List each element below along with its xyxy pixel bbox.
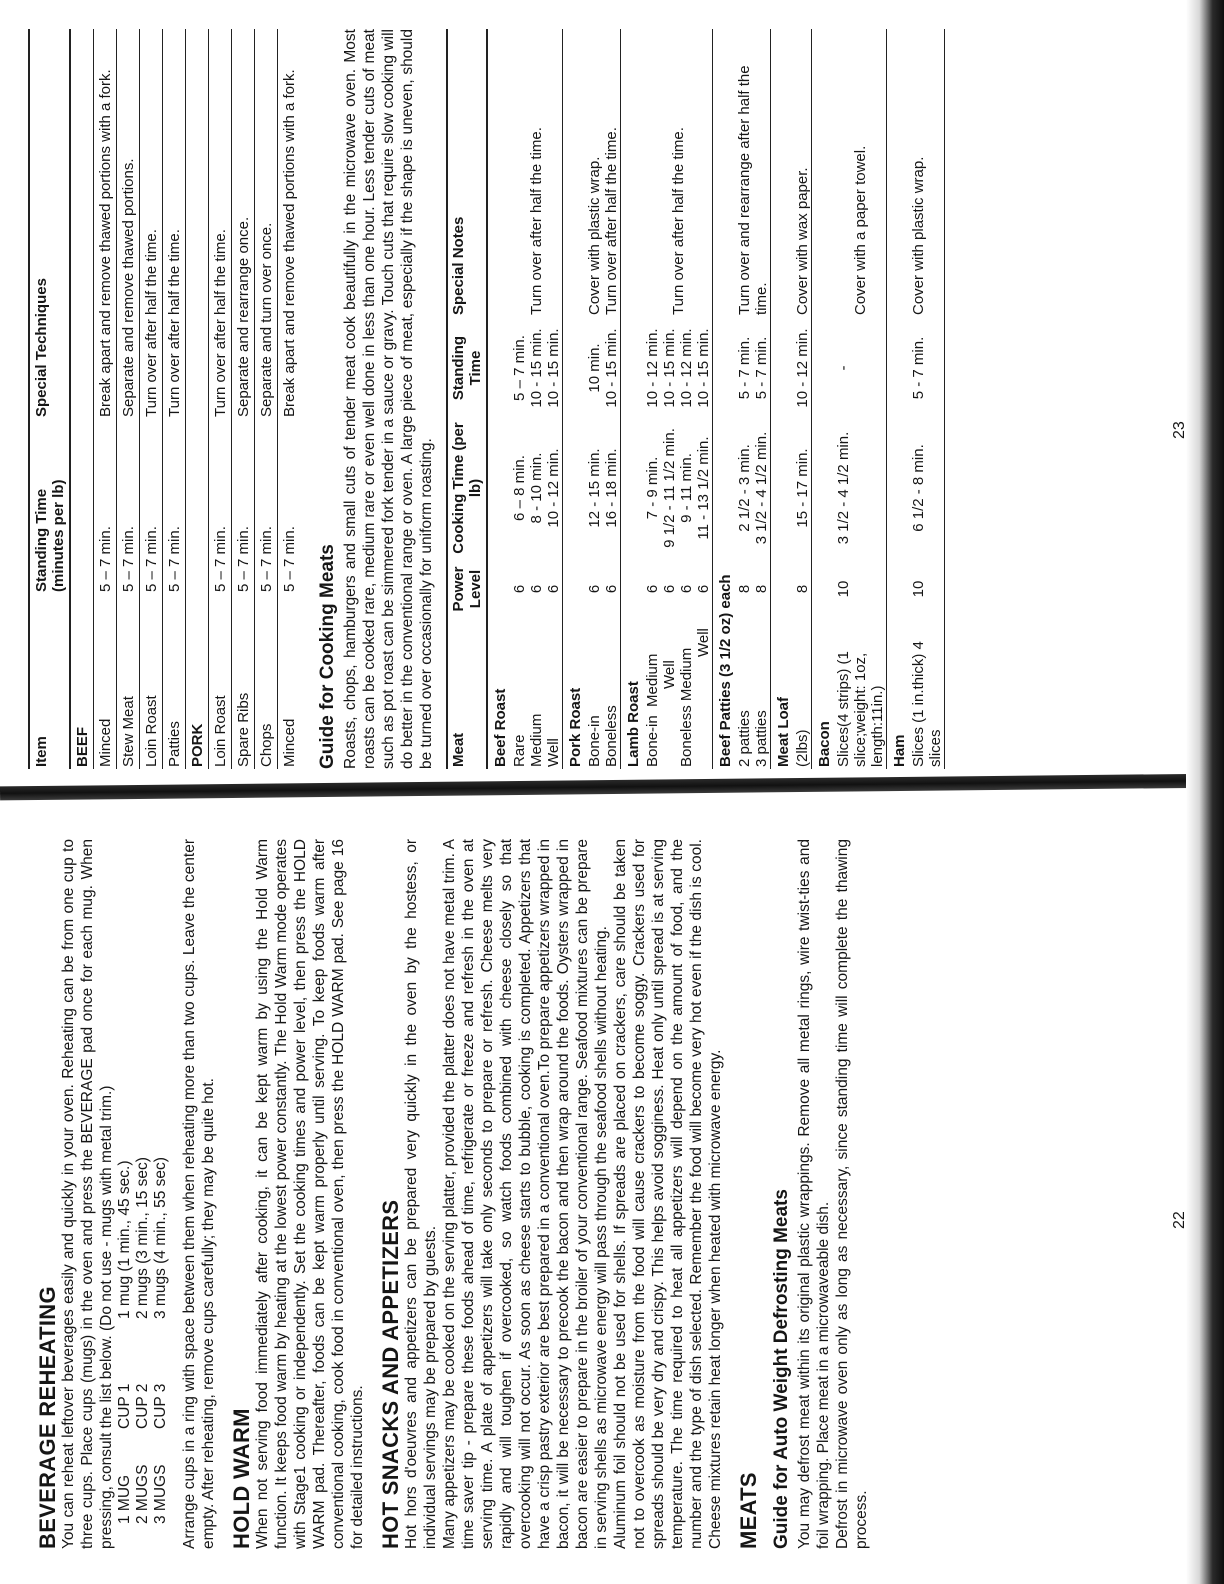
cell-cooking: 7 - 9 min. [644,456,661,520]
table-row [255,29,278,769]
cell-cooking: 8 - 10 min. [528,452,545,524]
cell-note: Cover with a paper towel. [852,145,869,315]
table-row [94,29,117,769]
cell-power: 6 [661,584,678,594]
cell-standing: 10 - 15 min. [528,328,545,408]
cell-note: Turn over and rearrange after half the time. [736,65,770,315]
hot-snacks-heading: HOT SNACKS AND APPETIZERS [378,1199,403,1549]
table-row [835,29,887,769]
header-item: Item [29,594,70,769]
cell-standing: 5 – 7 min. [209,419,232,594]
cell-power: 10 [835,580,852,598]
cell-note: Cover with wax paper. [794,167,811,315]
hold-warm-heading: HOLD WARM [229,1408,254,1549]
cell-meat: Slices (1 in.thick) 4 slices [910,619,945,769]
group-bacon: Bacon [812,29,836,769]
cell-standing: 5 - 7 min. [910,317,945,417]
cell-cooking: 9 1/2 - 11 1/2 min. [661,428,678,548]
cell-power: 8 [753,584,770,594]
page-number: 23 [1171,421,1188,439]
cell-meat: Well [545,738,562,767]
table-row [603,29,621,769]
cell-standing: 10 - 12 min. [644,328,661,408]
cell-meat: Bone-in [586,715,603,767]
header-notes: Special Notes [447,29,487,317]
cell-standing: 10 - 15 min. [545,328,562,408]
header-standing: Standing Time [447,317,487,417]
header-special: Special Techniques [29,29,70,419]
group-pork: PORK [186,29,209,769]
cell-power: 6 [511,584,528,594]
mug-desc: 3 mugs (4 min., 55 sec) [152,1157,169,1319]
cell-cooking: 6 1/2 - 8 min. [910,417,945,557]
cell-standing: 5 – 7 min. [163,419,186,594]
group-lamb-roast: Lamb Roast [621,29,645,769]
cell-power: 6 [586,584,603,594]
table-header [29,29,70,769]
mug-list [116,839,170,1524]
table-row [278,29,301,769]
table-row [209,29,232,769]
meats-p1: You may defrost meat within its original plastic wrappings. Remove all metal rings, wire twist-ties and foil wrapping. Place meat in a microwaveable dish. [796,839,832,1549]
header-standing: Standing Time (minutes per lb) [29,419,70,594]
cell-standing: 5 - 7 min. [736,336,753,400]
meats-p2: Defrost in microwave oven only as long as necessary, since standing time will complete the thawing process. [834,839,870,1549]
cell-note: Cover with plastic wrap. [910,29,945,317]
table-row [794,29,812,769]
mug-cup: CUP 1 [116,1383,133,1429]
table-row [644,29,661,769]
cell-cooking: 3 1/2 - 4 1/2 min. [835,431,852,545]
hot-snacks-p1: Hot hors d'oeuvres and appetizers can be prepared very quickly in the oven by the hostess, or individual servings may be prepared by guests. [403,839,439,1549]
header-power: Power Level [447,557,487,619]
cell-meat: Medium [528,713,545,767]
cooking-guide-heading: Guide for Cooking Meats [317,544,338,769]
table-row [586,29,603,769]
cell-meat: Boneless Medium [678,647,695,767]
cell-power: 6 [545,584,562,594]
cell-meat: Slices(4 strips) (1 slice;weight: 1oz, length:11in.) [835,651,886,767]
cell-item: Loin Roast [209,594,232,769]
cell-special: Turn over after half the time. [140,29,163,419]
cell-power: 6 [528,584,545,594]
cell-power: 6 [695,584,712,594]
cell-meat: 2 patties [736,710,753,767]
hold-warm-text: When not serving food immediately after cooking, it can be kept warm by using the Hold Warm function. It keeps food warm by heating at the lowest power constantly. The Hold Warm mode operates with Stage1 cooking or independently. Set the cooking times and power level, then press the HOLD WARM pad. Thereafter, foods can be kept warm properly until serving. To keep foods warm after conventional cooking, cook food in conventional oven, then press the HOLD WARM pad. See page 16 for detailed instructions. [254,839,366,1549]
cell-meat: 3 patties [753,710,770,767]
cell-cooking: 12 - 15 min. [586,448,603,528]
cell-note: Turn over after half the time. [603,127,620,315]
cell-meat: Boneless [603,705,620,767]
cell-meat: Bone-in Medium [644,653,661,767]
group-beef-roast: Beef Roast [487,29,511,769]
cell-power: 6 [678,584,695,594]
cell-power: 10 [910,557,945,619]
beverage-heading: BEVERAGE REHEATING [35,1286,60,1549]
group-ham: Ham [887,29,911,769]
mug-label: 3 MUGS [152,1464,169,1524]
beverage-arrange: Arrange cups in a ring with space between them when reheating more than two cups. Leave the center empty. After reheating, remove cups carefully; they may be quite hot. [181,839,217,1549]
mug-desc: 1 mug (1 min., 45 sec.) [116,1160,133,1319]
mug-cup: CUP 2 [134,1383,151,1429]
table-row [117,29,140,769]
table-row [736,29,753,769]
cell-cooking: 16 - 18 min. [603,448,620,528]
hot-snacks-p3: Aluminum foil should not be used for shells. If spreads are placed on crackers, care should be taken not to overcook as moisture from the food will cause crackers to become soggy. Crackers used for spreads should be very dry and crispy. This helps avoid sogginess. Heat only until spread is at serving temperature. The time required to heat all appetizers will depend on the amount of food, and the number and the type of dish selected. Remember the food will become very hot even if the dish is cool. Cheese mixtures retain heat longer when heated with microwave energy. [612,839,724,1549]
cell-meat: Well [695,628,712,657]
cell-standing: 5 - 7 min. [753,336,770,400]
cell-cooking: 6 – 8 min. [511,455,528,521]
cell-standing: 10 - 15 min. [695,328,712,408]
cell-standing: 5 – 7 min. [117,419,140,594]
cell-power: 6 [603,584,620,594]
cell-special: Break apart and remove thawed portions with a fork. [278,29,301,419]
cell-item: Stew Meat [117,594,140,769]
header-meat: Meat [447,619,487,769]
group-meat-loaf: Meat Loaf [771,29,795,769]
table-header [447,29,487,769]
cell-special: Separate and turn over once. [255,29,278,419]
table-row [511,29,528,769]
cell-standing: 5 – 7 min. [232,419,255,594]
beverage-intro: You can reheat leftover beverages easily and quickly in your oven. Reheating can be from one cup to three cups. Place cups (mugs) in the oven and press the BEVERAGE pad once for each mug. When pressing, consult the list below. (Do not use - mugs with metal trim.) [60,839,115,1549]
cell-standing: 10 min. [586,343,603,393]
header-cooking: Cooking Time (per lb) [447,417,487,557]
cell-standing: 10 - 15 min. [603,328,620,408]
cooking-guide-text: Roasts, chops, hamburgers and small cuts of tender meat cook beautifully in the microwave oven. Most roasts can be cooked rare, medium rare or even well done in less than one hour. Less tender cuts of meat such as pot roast can be simmered fork tender in a sauce or gravy. Touch cuts that require slow cooking will do better in the conventional range or oven. A large piece of meat, especially if the shape is uneven, should be turned over occasionally for uniform roasting. [342,29,435,769]
cell-standing: 5 – 7 min. [278,419,301,594]
cell-cooking: 11 - 13 1/2 min. [695,436,712,540]
cell-meat: Rare [511,734,528,767]
table-row [910,29,945,769]
cell-cooking: 2 1/2 - 3 min. [736,444,753,532]
mug-desc: 2 mugs (3 min., 15 sec) [134,1157,151,1319]
cell-item: Patties [163,594,186,769]
cell-standing: 5 – 7 min. [140,419,163,594]
cell-power: 8 [736,584,753,594]
page-number: 22 [1171,1211,1188,1229]
mug-label: 1 MUG [116,1474,133,1524]
cell-meat: Well [661,660,678,689]
cell-standing: 5 – 7 min. [255,419,278,594]
group-beef-patties: Beef Patties (3 1/2 oz) each [713,29,737,769]
cell-standing: 5 – 7 min. [511,335,528,401]
cell-special: Turn over after half the time. [209,29,232,419]
cell-standing: 10 - 12 min. [794,328,811,408]
cell-item: Minced [278,594,301,769]
group-beef: BEEF [70,29,94,769]
cell-power: 8 [794,584,811,594]
page-23 [0,29,1224,769]
cell-cooking: 3 1/2 - 4 1/2 min. [753,431,770,545]
table-row [232,29,255,769]
cell-special: Separate and remove thawed portions. [117,29,140,419]
cell-standing: 10 - 15 min. [661,328,678,408]
group-pork-roast: Pork Roast [563,29,587,769]
cell-special: Turn over after half the time. [163,29,186,419]
mug-label: 2 MUGS [134,1464,151,1524]
cell-cooking: 15 - 17 min. [794,448,811,528]
cell-note: Cover with plastic wrap. [586,156,603,315]
cell-item: Chops [255,594,278,769]
defrost-guide-heading: Guide for Auto Weight Defrosting Meats [771,1189,792,1549]
cell-standing: - [835,365,852,371]
cell-meat: (2lbs) [794,729,811,767]
hot-snacks-p2: Many appetizers may be cooked on the serving platter, provided the platter does not have metal trim. A time saver tip - prepare these foods ahead of time, refrigerate or freeze and refresh in the oven at serving time. A plate of appetizers will take only seconds to prepare or refresh. Cheese melts very rapidly and will toughen if overcooked, so watch foods combined with cheese closely so that overcooking will not occur. As soon as cheese starts to bubble, cooking is completed. Appetizers that have a crisp pastry exterior are best prepared in a conventional oven.To prepare appetizers wrapped in bacon, it will be necessary to precook the bacon and then wrap around the foods. Oysters wrapped in bacon are easier to prepare in the broiler of your conventional range. Seafood mixtures can be prepare in serving shells as microwave energy will pass through the seafood shells without heating. [441,839,610,1549]
cell-note: Turn over after half the time. [669,127,687,315]
table-row [140,29,163,769]
cell-item: Spare Ribs [232,594,255,769]
cell-item: Minced [94,594,117,769]
cell-cooking: 9 - 11 min. [678,453,695,523]
defrost-table [28,29,300,769]
cell-cooking: 10 - 12 min. [545,448,562,528]
cell-power: 6 [644,584,661,594]
cooking-table [446,29,945,769]
cell-standing: 10 - 12 min. [678,328,695,408]
table-row [163,29,186,769]
cell-note: Turn over after half the time. [528,127,545,315]
cell-standing: 5 – 7 min. [94,419,117,594]
page-22 [0,839,1224,1549]
cell-special: Break apart and remove thawed portions with a fork. [94,29,117,419]
meats-heading: MEATS [736,1472,761,1549]
cell-special: Separate and rearrange once. [232,29,255,419]
cell-item: Loin Roast [140,594,163,769]
mug-cup: CUP 3 [152,1383,169,1429]
